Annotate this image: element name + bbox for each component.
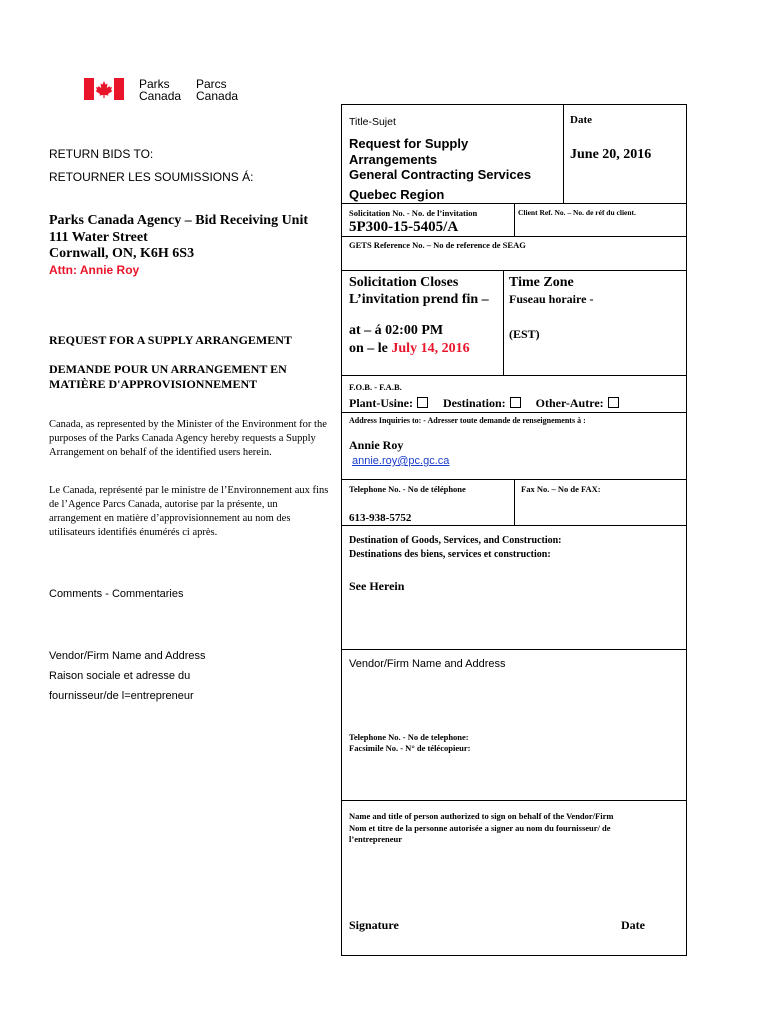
contact-email[interactable]: annie.roy@pc.gc.ca: [352, 455, 450, 467]
closing-on-date: [349, 340, 470, 358]
title-line2: Arrangements: [349, 151, 438, 167]
closes-line1: Solicitation Closes: [349, 275, 459, 290]
french-paragraph: Le Canada, représenté par le ministre de l’Environnement aux fins de l’Agence Parcs Canada, autorise par la présente, un arrangement en matière d’approvisionnement au nom des utilisateurs identifiés énumérés ci après.: [49, 485, 329, 538]
request-title: REQUEST FOR A SUPPLY ARRANGEMENT: [49, 333, 292, 347]
logo-fr-line2: Canada: [196, 89, 239, 103]
rule-under-destination: [341, 649, 687, 650]
closing-date-value: July 14, 2016: [391, 341, 470, 356]
other-autre-label: Other-Autre:: [535, 396, 604, 410]
see-herein: See Herein: [349, 579, 405, 593]
agency-address: [49, 213, 308, 263]
retourner-label: RETOURNER LES SOUMISSIONS Á:: [49, 170, 254, 184]
vendor-left-label: [49, 646, 206, 706]
title-sujet-label: Title-Sujet: [349, 116, 396, 128]
vendor-left-line2: Raison sociale et adresse du: [49, 670, 191, 682]
demande-line1: DEMANDE POUR UN ARRANGEMENT EN: [49, 362, 287, 376]
divider-title-date: [563, 104, 564, 204]
logo-english-text: [139, 78, 181, 102]
closing-time: [349, 322, 470, 358]
logo-french-text: [196, 78, 238, 102]
agency-line2: 111 Water Street: [49, 229, 148, 245]
fob-label: F.O.B. - F.A.B.: [349, 382, 402, 392]
contact-name: Annie Roy: [349, 438, 404, 452]
comments-label: Comments - Commentaries: [49, 588, 184, 600]
divider-tel-fax: [514, 479, 515, 526]
fax-label: Fax No. – No de FAX:: [521, 484, 601, 494]
title-line4: Quebec Region: [349, 186, 445, 202]
signature-date-label: Date: [621, 918, 645, 932]
return-bids-to-label: RETURN BIDS TO:: [49, 147, 154, 161]
title-text: [349, 136, 531, 202]
agency-line1: Parks Canada Agency – Bid Receiving Unit: [49, 213, 309, 228]
english-paragraph: Canada, as represented by the Minister of the Environment for the purposes of the Parks Canada Agency hereby requests a Supply Arrangement on behalf of the identified users herein.: [49, 419, 327, 458]
plant-usine-label: Plant-Usine:: [349, 396, 413, 410]
gets-label: GETS Reference No. – No de reference de SEAG: [349, 240, 526, 250]
signature-label: Signature: [349, 918, 399, 932]
auth-line1: Name and title of person authorized to sign on behalf of the Vendor/Firm: [349, 811, 614, 821]
divider-closes-timezone: [503, 270, 504, 376]
logo-en-line1: Parks: [139, 77, 170, 91]
closes-line2: L’invitation prend fin –: [349, 292, 489, 307]
logo-fr-line1: Parcs: [196, 77, 227, 91]
title-line1: Request for Supply: [349, 136, 469, 151]
rule-under-fob: [341, 412, 687, 413]
date-value: June 20, 2016: [570, 147, 652, 162]
title-line3: General Contracting Services: [349, 167, 532, 182]
parks-canada-logo: [84, 78, 244, 104]
vendor-contact-labels: [349, 732, 470, 754]
divider-solicitation-client: [514, 203, 515, 237]
vendor-telephone-label: Telephone No. - No de telephone:: [349, 732, 469, 742]
destination-checkbox[interactable]: [510, 397, 521, 408]
closing-on-prefix: on – le: [349, 341, 388, 356]
rule-under-vendor: [341, 800, 687, 801]
vendor-fax-label: Facsimile No. - N° de télécopieur:: [349, 743, 471, 753]
time-zone-label: [509, 274, 593, 308]
dest-goods-line2: Destinations des biens, services et construction:: [349, 549, 551, 560]
solicitation-label: Solicitation No. - No. de l’invitation: [349, 208, 478, 218]
auth-line3: l’entrepreneur: [349, 834, 403, 844]
auth-line2: Nom et titre de la personne autorisée a signer au nom du fournisseur/ de: [349, 822, 611, 833]
date-label: Date: [570, 114, 592, 126]
telephone-value: 613-938-5752: [349, 512, 412, 524]
vendor-left-line3: fournisseur/de l=entrepreneur: [49, 690, 194, 702]
telephone-label: Telephone No. - No de téléphone: [349, 484, 466, 494]
timezone-value: (EST): [509, 327, 540, 341]
demande-line2: MATIÈRE D'APPROVISIONNEMENT: [49, 377, 258, 391]
closing-at-time: at – á 02:00 PM: [349, 323, 444, 338]
contact-email-link[interactable]: [352, 455, 449, 467]
inquiries-label: Address Inquiries to: - Adresser toute demande de renseignements à :: [349, 416, 586, 425]
dest-goods-line1: Destination of Goods, Services, and Construction:: [349, 535, 562, 546]
solicitation-closes: [349, 274, 489, 308]
vendor-right-label: Vendor/Firm Name and Address: [349, 658, 506, 670]
rule-under-gets: [341, 270, 687, 271]
authorized-person: [349, 811, 613, 846]
logo-en-line2: Canada: [139, 89, 182, 103]
timezone-line1: Time Zone: [509, 275, 574, 290]
rule-under-closes: [341, 375, 687, 376]
attn-contact: Attn: Annie Roy: [49, 263, 140, 277]
destination-label: Destination:: [443, 396, 506, 410]
solicitation-value: 5P300-15-5405/A: [349, 219, 459, 235]
demande-title: [49, 362, 287, 392]
timezone-line2: Fuseau horaire -: [509, 292, 594, 306]
destination-goods: [349, 534, 562, 562]
canada-flag-icon: [84, 78, 124, 100]
client-ref-label: Client Ref. No. – No. de réf du client.: [518, 208, 636, 217]
agency-line3: Cornwall, ON, K6H 6S3: [49, 246, 195, 261]
fob-options: [349, 396, 619, 411]
plant-usine-checkbox[interactable]: [417, 397, 428, 408]
other-autre-checkbox[interactable]: [608, 397, 619, 408]
vendor-left-line1: Vendor/Firm Name and Address: [49, 650, 206, 662]
